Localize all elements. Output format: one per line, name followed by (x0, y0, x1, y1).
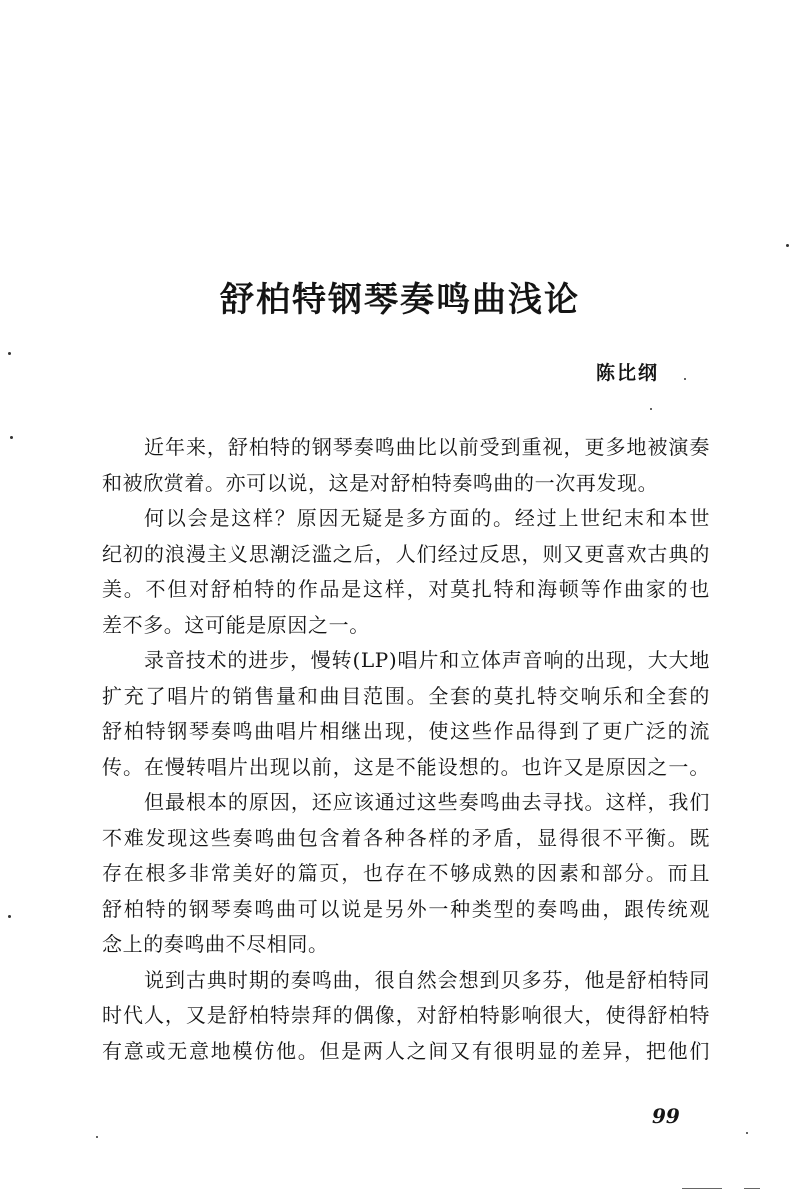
text-line: 有意或无意地模仿他。但是两人之间又有很明显的差异，把他们 (102, 1038, 710, 1063)
article-title: 舒柏特钢琴奏鸣曲浅论 (220, 280, 580, 320)
text-line: 但最根本的原因，还应该通过这些奏鸣曲去寻找。这样，我们 (144, 790, 710, 814)
scan-speck (684, 378, 686, 380)
text-line: 舒柏特钢琴奏鸣曲唱片相继出现，使这些作品得到了更广泛的流 (102, 719, 710, 743)
author-name: 陈比纲 (596, 362, 660, 384)
page-number: 99 (652, 1104, 680, 1128)
scan-speck (650, 408, 652, 410)
text-line: 近年来，舒柏特的钢琴奏鸣曲比以前受到重视，更多地被演奏 (144, 435, 710, 459)
text-line: 时代人，又是舒柏特崇拜的偶像，对舒柏特影响很大，使得舒柏特 (102, 1003, 710, 1027)
text-line: 传。在慢转唱片出现以前，这是不能设想的。也许又是原因之一。 (102, 754, 710, 779)
text-line: 舒柏特的钢琴奏鸣曲可以说是另外一种类型的奏鸣曲，跟传统观 (102, 896, 710, 921)
paragraph-4 (102, 785, 710, 963)
scan-speck (8, 352, 11, 355)
paragraph-5 (102, 963, 710, 1070)
scan-speck (786, 244, 789, 247)
text-line: 扩充了唱片的销售量和曲目范围。全套的莫扎特交响乐和全套的 (102, 683, 710, 708)
scan-speck (8, 915, 11, 918)
text-line: 何以会是这样？原因无疑是多方面的。经过上世纪末和本世 (144, 506, 710, 530)
article-body (102, 430, 710, 1069)
text-line: 录音技术的进步，慢转(LP)唱片和立体声音响的出现，大大地 (144, 648, 710, 672)
paragraph-2 (102, 501, 710, 643)
paragraph-3 (102, 643, 710, 785)
paragraph-1 (102, 430, 710, 501)
scan-speck (96, 1136, 98, 1138)
text-line: 差不多。这可能是原因之一。 (102, 612, 370, 637)
scan-speck (746, 1132, 748, 1134)
scan-speck (744, 1188, 760, 1189)
text-line: 纪初的浪漫主义思潮泛滥之后，人们经过反思，则又更喜欢古典的 (102, 541, 710, 566)
text-line: 存在根多非常美好的篇页，也存在不够成熟的因素和部分。而且 (102, 861, 710, 885)
text-line: 不难发现这些奏鸣曲包含着各种各样的矛盾，显得很不平衡。既 (102, 825, 710, 850)
text-line: 念上的奏鸣曲不尽相同。 (102, 932, 329, 956)
scan-speck (682, 1188, 722, 1189)
scan-speck (10, 436, 13, 439)
text-line: 美。不但对舒柏特的作品是这样，对莫扎特和海顿等作曲家的也 (102, 577, 710, 601)
text-line: 说到古典时期的奏鸣曲，很自然会想到贝多芬，他是舒柏特同 (144, 967, 710, 992)
text-line: 和被欣赏着。亦可以说，这是对舒柏特奏鸣曲的一次再发现。 (102, 470, 659, 495)
